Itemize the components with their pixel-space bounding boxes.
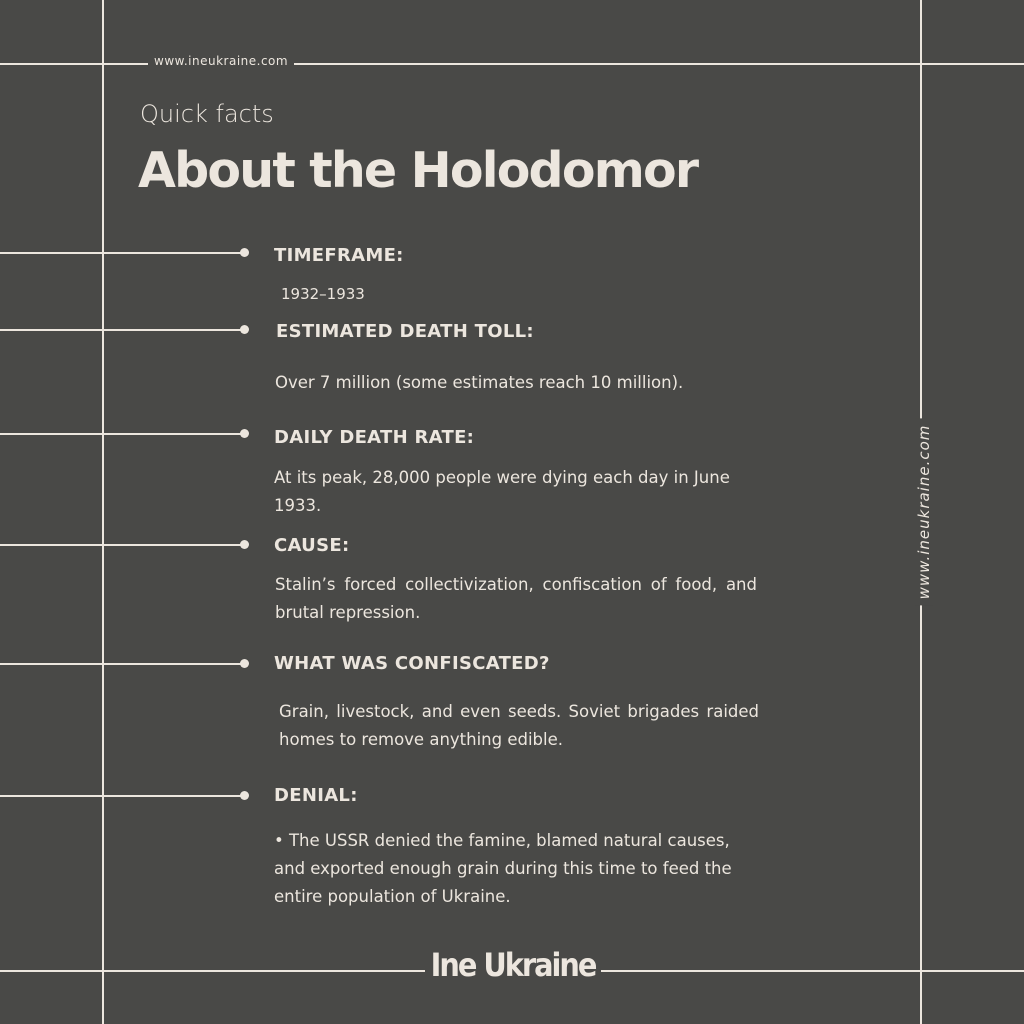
connector-dot [240,791,249,800]
side-url: www.ineukraine.com [915,419,933,606]
fact-label-cause: CAUSE: [274,535,350,556]
fact-label-denial: DENIAL: [274,785,358,806]
fact-label-timeframe: TIMEFRAME: [274,245,404,266]
connector-dot [240,540,249,549]
fact-text-cause: Stalin’s forced collectivization, confiscation of food, and brutal repression. [275,575,757,622]
brand-logo: Ine Ukraine [425,946,601,984]
fact-text-denial: • The USSR denied the famine, blamed natural causes, and exported enough grain during this time to feed the entire population of Ukraine. [274,831,732,906]
fact-text-daily-rate: At its peak, 28,000 people were dying each day in June 1933. [274,468,730,515]
frame-line-left [102,0,104,1024]
page-title: About the Holodomor [138,142,698,199]
connector-dot [240,659,249,668]
fact-text-death-toll: Over 7 million (some estimates reach 10 million). [275,373,684,392]
connector-dot [240,248,249,257]
connector-line [0,663,244,665]
fact-text-timeframe: 1932–1933 [281,285,365,303]
fact-label-daily-rate: DAILY DEATH RATE: [274,427,475,448]
eyebrow-text: Quick facts [140,100,274,128]
connector-dot [240,325,249,334]
connector-line [0,329,244,331]
connector-line [0,433,244,435]
top-url: www.ineukraine.com [148,54,294,68]
fact-label-death-toll: ESTIMATED DEATH TOLL: [276,321,534,342]
connector-line [0,544,244,546]
connector-dot [240,429,249,438]
fact-label-confiscated: WHAT WAS CONFISCATED? [274,653,550,674]
connector-line [0,252,244,254]
fact-text-confiscated: Grain, livestock, and even seeds. Soviet brigades raided homes to remove anything edible. [279,702,759,749]
connector-line [0,795,244,797]
